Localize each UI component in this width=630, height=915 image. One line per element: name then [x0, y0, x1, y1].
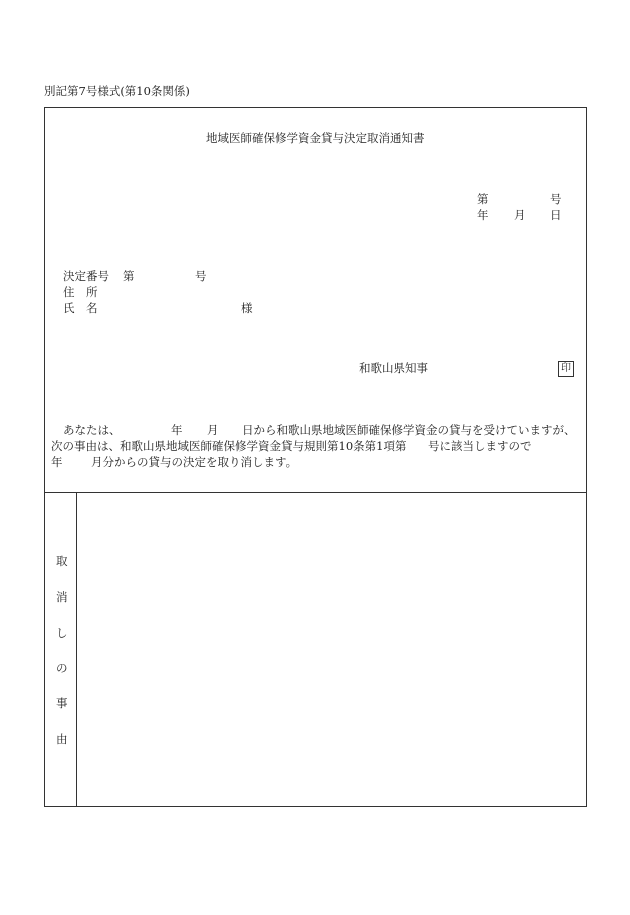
decision-number-prefix: 第 [123, 269, 135, 283]
body-line-3-end: 月分からの貸与の決定を取り消します。 [91, 455, 298, 469]
doc-number-suffix: 号 [550, 192, 562, 206]
address-label: 住 所 [63, 285, 98, 299]
doc-date-day: 日 [550, 208, 562, 222]
name-label: 氏 名 [63, 301, 98, 315]
doc-date-month: 月 [514, 208, 526, 222]
issuer-name: 和歌山県知事 [359, 361, 428, 375]
document-title: 地域医師確保修学資金貸与決定取消通知書 [206, 131, 425, 145]
reason-label-char: 取 [56, 554, 68, 568]
body-line-1-month: 月 [207, 423, 219, 437]
reason-label-char: の [56, 661, 68, 675]
body-line-1-year: 年 [171, 423, 183, 437]
decision-number-suffix: 号 [195, 269, 207, 283]
form-label: 別記第7号様式(第10条関係) [44, 84, 190, 98]
doc-number-prefix: 第 [477, 192, 489, 206]
honorific: 様 [241, 301, 253, 315]
reason-label-char: し [56, 626, 68, 640]
decision-number-label: 決定番号 [63, 269, 109, 283]
seal-stamp: 印 [558, 361, 574, 377]
body-line-1-start: あなたは、 [63, 423, 121, 437]
doc-date-year: 年 [477, 208, 489, 222]
notice-form [44, 107, 587, 807]
reason-label-char: 由 [56, 732, 68, 746]
body-line-1-end: 日から和歌山県地域医師確保修学資金の貸与を受けていますが、 [242, 423, 576, 437]
reason-label-char: 事 [56, 696, 68, 710]
body-line-2-end: 号に該当しますので [428, 439, 532, 453]
reason-entry-area[interactable] [77, 493, 586, 806]
body-line-2-start: 次の事由は、和歌山県地域医師確保修学資金貸与規則第10条第1項第 [51, 439, 407, 453]
body-line-3-year: 年 [51, 455, 63, 469]
reason-label-char: 消 [56, 590, 68, 604]
